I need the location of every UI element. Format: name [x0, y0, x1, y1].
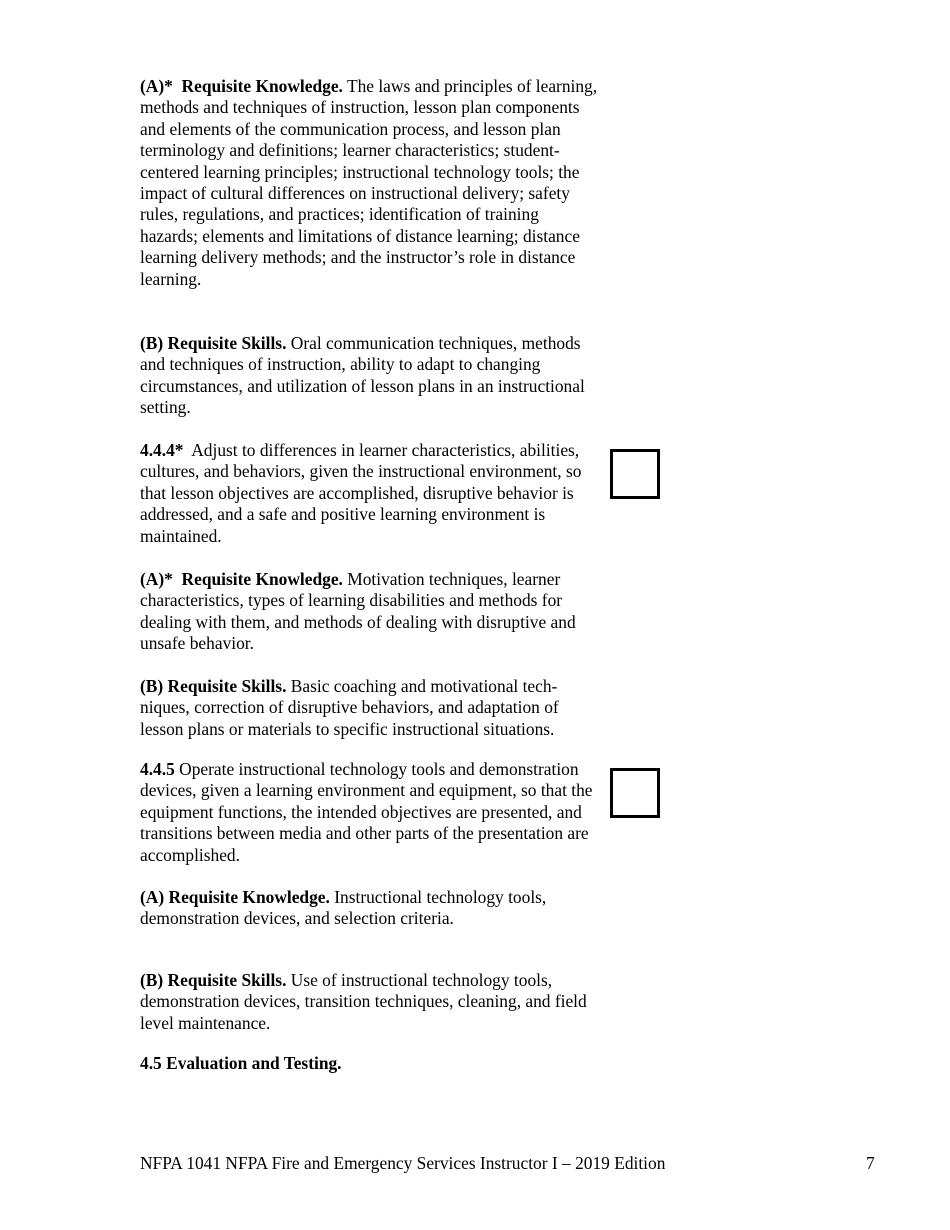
section-heading: Requisite Skills. — [167, 333, 287, 353]
section-label: 4.4.4* — [140, 440, 184, 460]
section-body: The laws and principles of learning, methods and techniques of instruction, lesson plan components and elements of the communication process, and lesson plan terminology and definitions; learner characteristics; student-centered learning principles; instructional technology tools; the impact of cultural differences on instructional delivery; safety rules, regulations, and practices; identification of training hazards; elements and limitations of distance learning; distance learning delivery methods; and the instructor’s role in distance learning. — [140, 76, 598, 289]
checkbox-4-4-5[interactable] — [610, 768, 660, 818]
section-heading-4-5 — [140, 1053, 598, 1074]
requisite-knowledge-paragraph — [140, 887, 598, 930]
section-heading: Requisite Knowledge. — [168, 887, 330, 907]
section-label: 4.4.5 — [140, 759, 175, 779]
section-label: (B) — [140, 333, 164, 353]
requisite-knowledge-paragraph — [140, 569, 598, 655]
section-label: (A)* — [140, 569, 173, 589]
section-label: (A) — [140, 887, 165, 907]
section-body: Basic coaching and motivational tech-niques, correction of disruptive behaviors, and adaptation of lesson plans or materials to specific instructional situations. — [140, 676, 559, 739]
footer-title: NFPA 1041 NFPA Fire and Emergency Services Instructor I – 2019 Edition — [140, 1153, 666, 1173]
requisite-skills-paragraph — [140, 676, 598, 740]
section-body: Use of instructional technology tools, demonstration devices, transition techniques, cleaning, and field level maintenance. — [140, 970, 587, 1033]
section-body: Adjust to differences in learner characteristics, abilities, cultures, and behaviors, given the instructional environment, so that lesson objectives are accomplished, disruptive behavior is addressed, and a safe and positive learning environment is maintained. — [140, 440, 582, 546]
section-label: (A)* — [140, 76, 173, 96]
section-label: (B) — [140, 970, 164, 990]
section-label: (B) — [140, 676, 164, 696]
section-body: Instructional technology tools, demonstration devices, and selection criteria. — [140, 887, 547, 929]
section-body: Motivation techniques, learner characteristics, types of learning disabilities and methods for dealing with them, and methods of dealing with disruptive and unsafe behavior. — [140, 569, 576, 654]
section-heading: Evaluation and Testing. — [166, 1053, 342, 1073]
section-heading: Requisite Skills. — [167, 676, 287, 696]
requisite-knowledge-paragraph — [140, 76, 598, 290]
section-heading: Requisite Knowledge. — [181, 76, 343, 96]
section-label: 4.5 — [140, 1053, 162, 1073]
section-heading: Requisite Knowledge. — [181, 569, 343, 589]
jpr-4-4-4-paragraph — [140, 440, 598, 547]
jpr-4-4-5-paragraph — [140, 759, 598, 866]
requisite-skills-paragraph — [140, 333, 598, 419]
requisite-skills-paragraph — [140, 970, 598, 1034]
section-body: Oral communication techniques, methods and techniques of instruction, ability to adapt to changing circumstances, and utilization of lesson plans in an instructional setting. — [140, 333, 585, 418]
checkbox-4-4-4[interactable] — [610, 449, 660, 499]
section-body: Operate instructional technology tools and demonstration devices, given a learning environment and equipment, so that the equipment functions, the intended objectives are presented, and transitions between media and other parts of the presentation are accomplished. — [140, 759, 593, 865]
section-heading: Requisite Skills. — [167, 970, 287, 990]
page-number: 7 — [866, 1153, 875, 1173]
